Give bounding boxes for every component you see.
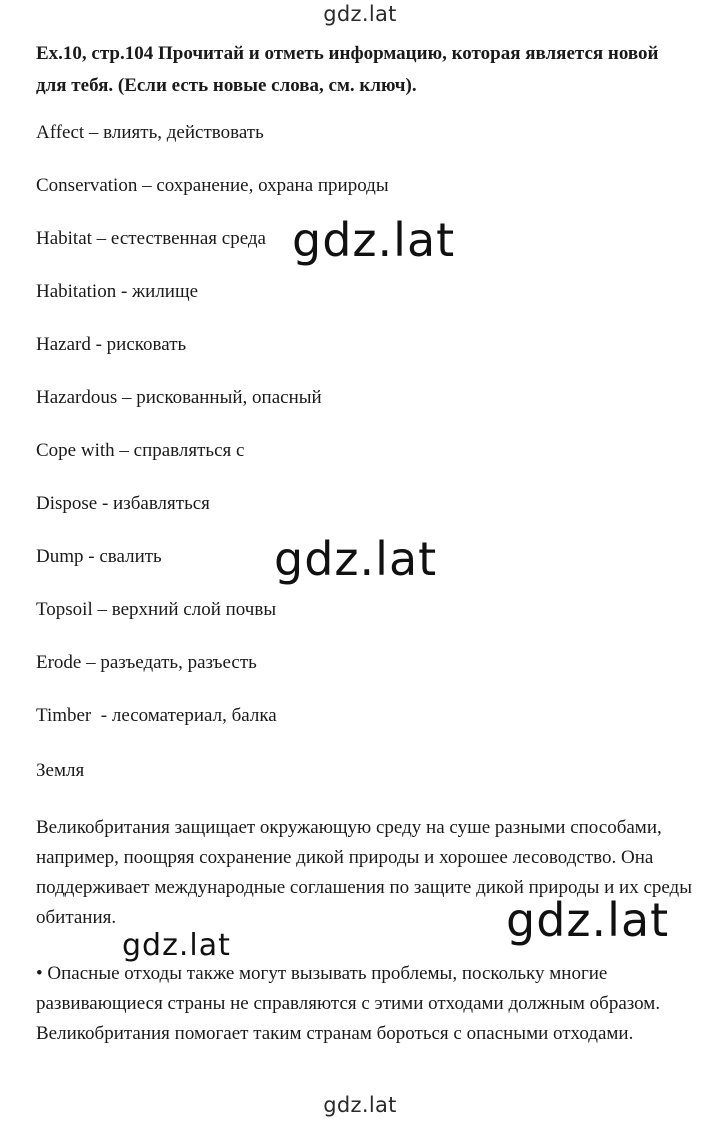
watermark: gdz.lat bbox=[506, 893, 670, 947]
site-footer: gdz.lat bbox=[323, 1093, 397, 1117]
watermark: gdz.lat bbox=[292, 213, 456, 267]
vocab-item: Hazardous – рискованный, опасный bbox=[36, 387, 322, 408]
paragraph: • Опасные отходы также могут вызывать проблемы, поскольку многие развивающиеся страны не справляются с этими отходами должным образом. Великобритания помогает таким странам бороться с опасными отходами. bbox=[36, 963, 661, 1044]
watermark: gdz.lat bbox=[274, 532, 438, 586]
vocab-item: Topsoil – верхний слой почвы bbox=[36, 599, 277, 620]
paragraph: Великобритания защищает окружающую среду на суше разными способами, например, поощряя сохранение дикой природы и хорошее лесоводство. Она поддерживает международные соглашения по защите дикой природы и их среды обитания. bbox=[36, 817, 692, 928]
section-title: Земля bbox=[36, 760, 85, 781]
vocab-item: Timber - лесоматериал, балка bbox=[36, 705, 277, 726]
vocab-item: Cope with – справляться с bbox=[36, 440, 245, 461]
vocab-item: Conservation – сохранение, охрана природы bbox=[36, 175, 389, 196]
vocab-item: Affect – влиять, действовать bbox=[36, 122, 264, 143]
vocab-item: Dump - свалить bbox=[36, 546, 162, 567]
vocab-item: Habitation - жилище bbox=[36, 281, 199, 302]
vocab-item: Erode – разъедать, разъесть bbox=[36, 652, 257, 673]
exercise-heading: Ex.10, стр.104 Прочитай и отметь информацию, которая является новой для тебя. (Если есть новые слова, см. ключ). bbox=[36, 43, 659, 96]
site-header: gdz.lat bbox=[323, 2, 397, 26]
watermark: gdz.lat bbox=[122, 928, 231, 963]
vocab-item: Habitat – естественная среда bbox=[36, 228, 266, 249]
vocab-item: Dispose - избавляться bbox=[36, 493, 210, 514]
vocab-item: Hazard - рисковать bbox=[36, 334, 187, 355]
